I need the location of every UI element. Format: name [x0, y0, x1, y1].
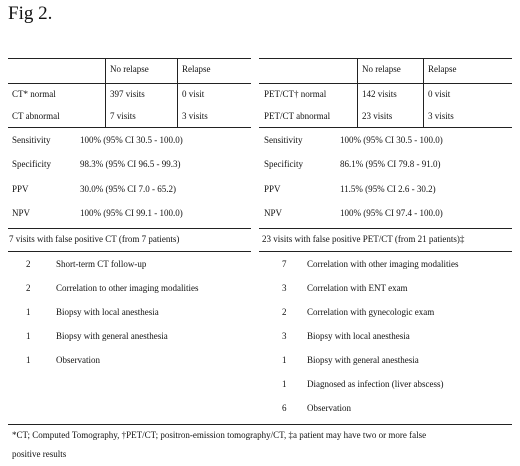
stat-value: 86.1% (95% CI 79.8 - 91.0) — [340, 159, 441, 169]
stat-label: NPV — [264, 208, 283, 218]
fp-count: 1 — [26, 307, 31, 317]
left-header-relapse: Relapse — [182, 64, 211, 74]
fp-text: Correlation to other imaging modalities — [56, 283, 199, 293]
fp-count: 2 — [26, 259, 31, 269]
right-rows-rule — [259, 127, 512, 128]
fp-text: Biopsy with general anesthesia — [307, 355, 419, 365]
stat-value: 100% (95% CI 30.5 - 100.0) — [340, 135, 443, 145]
right-header-rule — [259, 83, 512, 84]
left-fp-header-rule — [8, 251, 251, 252]
fp-text: Biopsy with local anesthesia — [307, 331, 410, 341]
fp-count: 3 — [282, 331, 287, 341]
stat-label: Specificity — [12, 159, 51, 169]
stat-label: PPV — [12, 184, 29, 194]
left-row-cell: 7 visits — [110, 111, 136, 121]
fp-count: 1 — [282, 355, 287, 365]
left-header-no-relapse: No relapse — [110, 64, 149, 74]
right-row-cell: 23 visits — [362, 111, 393, 121]
footnote-rule — [8, 424, 512, 425]
footnote-line-1: *CT; Computed Tomography, †PET/CT; positron-emission tomography/CT, ‡a patient may have two or more false — [12, 430, 427, 440]
right-vline-1 — [357, 58, 358, 127]
stat-label: Sensitivity — [12, 135, 51, 145]
figure-title: Fig 2. — [8, 3, 53, 24]
stat-value: 100% (95% CI 97.4 - 100.0) — [340, 208, 443, 218]
fp-count: 6 — [282, 403, 287, 413]
left-row-label: CT abnormal — [12, 111, 60, 121]
left-fp-header: 7 visits with false positive CT (from 7 patients) — [9, 234, 180, 244]
stat-value: 100% (95% CI 99.1 - 100.0) — [80, 208, 183, 218]
right-row-label: PET/CT† normal — [264, 89, 327, 99]
fp-count: 3 — [282, 283, 287, 293]
fp-text: Correlation with ENT exam — [307, 283, 408, 293]
fp-text: Diagnosed as infection (liver abscess) — [307, 379, 444, 389]
right-row-label: PET/CT abnormal — [264, 111, 331, 121]
left-row-cell: 3 visits — [182, 111, 208, 121]
fp-text: Short-term CT follow-up — [56, 259, 147, 269]
right-row-cell: 0 visit — [428, 89, 451, 99]
fp-text: Observation — [56, 355, 100, 365]
right-stats-rule — [259, 228, 512, 229]
stat-value: 98.3% (95% CI 96.5 - 99.3) — [80, 159, 181, 169]
left-row-label: CT* normal — [12, 89, 56, 99]
stat-value: 100% (95% CI 30.5 - 100.0) — [80, 135, 183, 145]
right-fp-header: 23 visits with false positive PET/CT (from 21 patients)‡ — [262, 234, 465, 244]
left-row-cell: 0 visit — [182, 89, 205, 99]
stat-label: Sensitivity — [264, 135, 303, 145]
stat-label: PPV — [264, 184, 281, 194]
fp-count: 2 — [282, 307, 287, 317]
left-top-rule — [8, 58, 251, 59]
fp-count: 1 — [282, 379, 287, 389]
fp-text: Correlation with gynecologic exam — [307, 307, 435, 317]
fp-count: 1 — [26, 355, 31, 365]
left-rows-rule — [8, 127, 251, 128]
right-row-cell: 3 visits — [428, 111, 454, 121]
stat-value: 30.0% (95% CI 7.0 - 65.2) — [80, 184, 176, 194]
right-vline-2 — [423, 58, 424, 127]
fp-count: 7 — [282, 259, 287, 269]
right-row-cell: 142 visits — [362, 89, 397, 99]
right-header-no-relapse: No relapse — [362, 64, 401, 74]
right-fp-header-rule — [259, 251, 512, 252]
fp-text: Biopsy with general anesthesia — [56, 331, 168, 341]
fp-count: 1 — [26, 331, 31, 341]
fp-text: Biopsy with local anesthesia — [56, 307, 159, 317]
stat-label: NPV — [12, 208, 31, 218]
left-stats-rule — [8, 228, 251, 229]
fp-count: 2 — [26, 283, 31, 293]
left-row-cell: 397 visits — [110, 89, 145, 99]
fp-text: Observation — [307, 403, 351, 413]
stat-value: 11.5% (95% CI 2.6 - 30.2) — [340, 184, 436, 194]
left-header-rule — [8, 83, 251, 84]
footnote-line-2: positive results — [12, 449, 67, 459]
fp-text: Correlation with other imaging modalities — [307, 259, 459, 269]
stat-label: Specificity — [264, 159, 303, 169]
left-vline-2 — [177, 58, 178, 127]
right-top-rule — [259, 58, 512, 59]
left-vline-1 — [105, 58, 106, 127]
right-header-relapse: Relapse — [428, 64, 457, 74]
